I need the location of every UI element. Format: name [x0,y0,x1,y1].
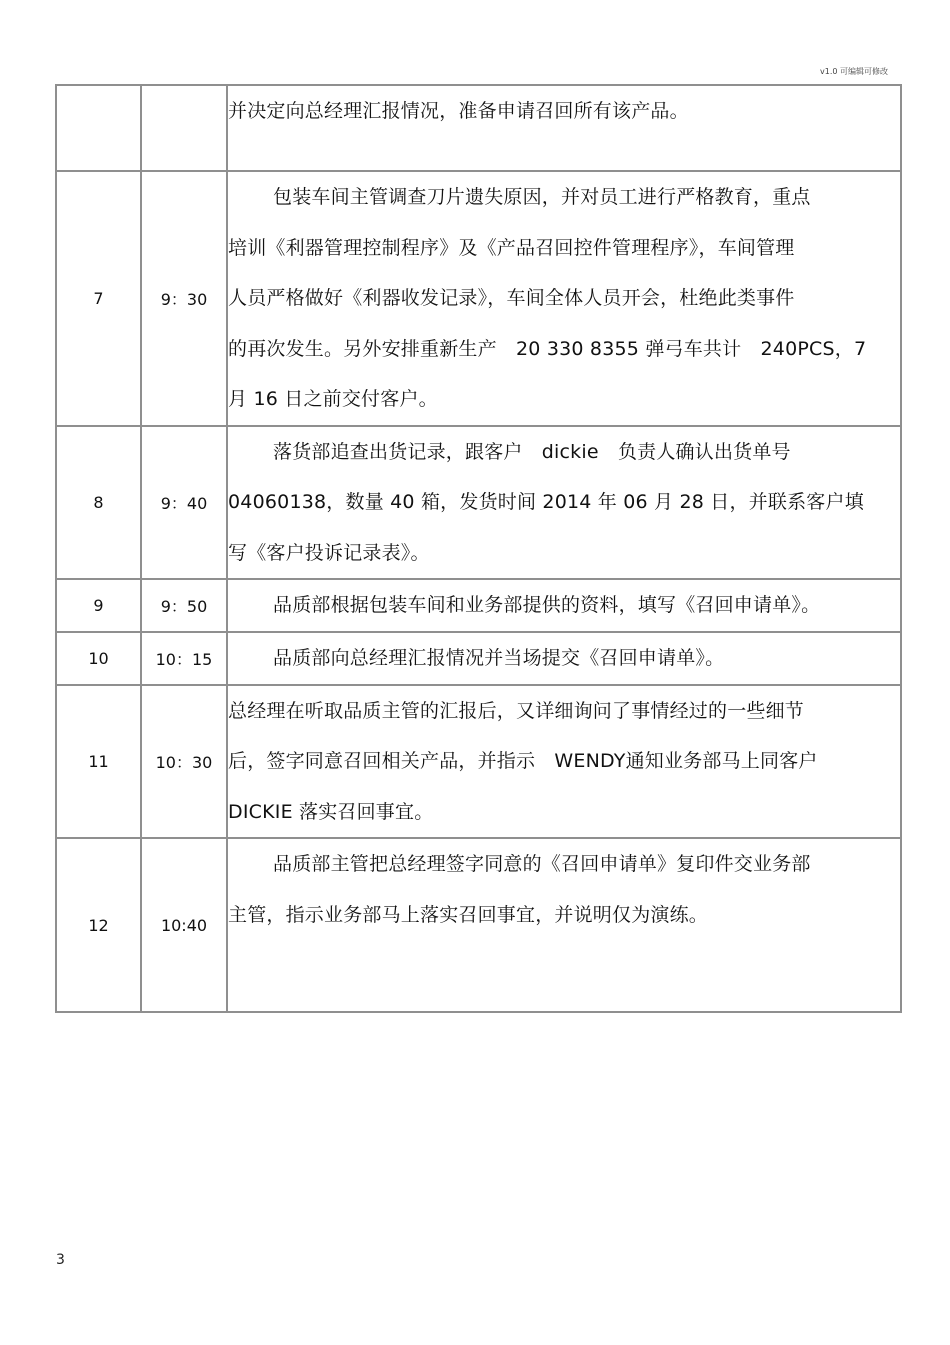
table-row [56,579,901,632]
table-row [56,632,901,685]
row-time: 9：40 [141,426,227,580]
table-row [56,838,901,1012]
table-row [56,85,901,171]
row-number: 9 [56,579,141,632]
description-line: 落货部追查出货记录，跟客户 dickie 负责人确认出货单号 [273,440,791,463]
version-note: v1.0 可编辑可修改 [820,67,888,76]
table-row [56,426,901,580]
description-line: 04060138，数量 40 箱，发货时间 2014 年 06 月 28 日，并联系客户填 [228,491,864,513]
row-time: 10：15 [141,632,227,685]
table-row [56,171,901,426]
row-description [227,632,901,685]
row-time [141,85,227,171]
description-line: 的再次发生。另外安排重新生产 20 330 8355 弹弓车共计 240PCS，7 [228,337,867,360]
description-line: 后，签字同意召回相关产品，并指示 WENDY通知业务部马上同客户 [228,750,818,772]
description-line: 培训《利器管理控制程序》及《产品召回控件管理程序》，车间管理 [228,236,795,259]
description-line: 包装车间主管调查刀片遗失原因，并对员工进行严格教育，重点 [273,186,811,208]
description-line: 人员严格做好《利器收发记录》，车间全体人员开会，杜绝此类事件 [228,287,795,309]
drill-log-table [55,84,902,1013]
description-line: 月 16 日之前交付客户。 [228,388,438,410]
description-line: 品质部根据包装车间和业务部提供的资料，填写《召回申请单》。 [273,594,821,617]
row-description [227,838,901,1012]
row-description [227,579,901,632]
row-description [227,426,901,580]
row-number: 10 [56,632,141,685]
row-number: 7 [56,171,141,426]
description-line: 品质部向总经理汇报情况并当场提交《召回申请单》。 [273,647,725,669]
description-line: 主管，指示业务部马上落实召回事宜，并说明仅为演练。 [228,903,709,926]
table-row [56,685,901,839]
description-line: 总经理在听取品质主管的汇报后，又详细询问了事情经过的一些细节 [228,699,805,722]
row-number [56,85,141,171]
row-number: 12 [56,838,141,1012]
page-number: 3 [56,1252,65,1268]
row-description [227,685,901,839]
row-number: 8 [56,426,141,580]
row-time: 9：30 [141,171,227,426]
row-time: 9：50 [141,579,227,632]
row-description [227,85,901,171]
row-description [227,171,901,426]
row-time: 10:40 [141,838,227,1012]
row-time: 10：30 [141,685,227,839]
description-line: 品质部主管把总经理签字同意的《召回申请单》复印件交业务部 [273,853,811,875]
row-number: 11 [56,685,141,839]
description-line: 写《客户投诉记录表》。 [228,541,430,564]
description-line: 并决定向总经理汇报情况，准备申请召回所有该产品。 [228,100,689,122]
description-line: DICKIE 落实召回事宜。 [228,800,434,823]
